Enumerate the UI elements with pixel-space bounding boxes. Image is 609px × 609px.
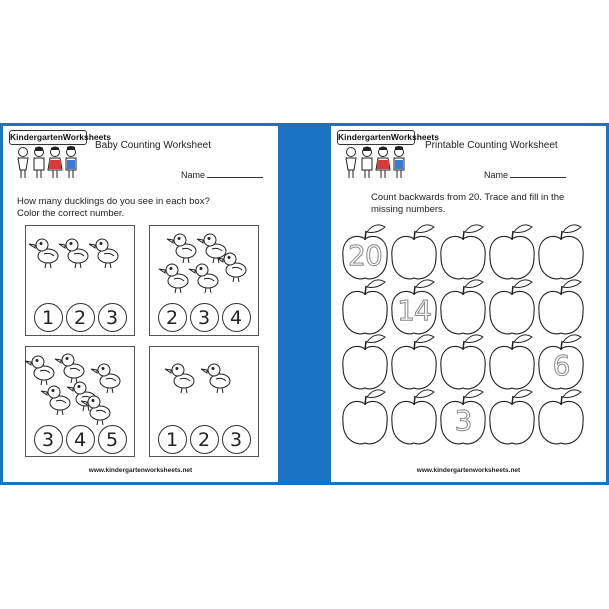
number-choice[interactable]: 3	[98, 303, 127, 332]
number-choices	[26, 303, 134, 332]
ducklings-group	[26, 347, 136, 427]
number-choice[interactable]: 3	[222, 425, 251, 454]
instruction-line-1: Count backwards from 20. Trace and fill in the	[371, 192, 565, 203]
instruction-line-2: missing numbers.	[371, 204, 446, 215]
number-choice[interactable]: 1	[34, 303, 63, 332]
ducklings-group	[150, 347, 260, 427]
apple-icon[interactable]	[441, 225, 485, 279]
name-field[interactable]	[181, 169, 263, 180]
footer-url: www.kindergartenworksheets.net	[88, 467, 193, 474]
apple-icon[interactable]	[343, 390, 387, 444]
number-choice[interactable]: 1	[158, 425, 187, 454]
apple-icon[interactable]	[539, 390, 583, 444]
number-choice[interactable]: 2	[190, 425, 219, 454]
kids-illustration-icon	[15, 145, 81, 181]
traced-number: 3	[454, 404, 472, 437]
duck-box-2	[149, 225, 259, 336]
traced-number: 20	[348, 239, 382, 272]
ducklings-group	[150, 226, 260, 306]
logo-text: KindergartenWorksheets	[9, 130, 87, 145]
number-choice[interactable]: 2	[158, 303, 187, 332]
worksheet-title: Baby Counting Worksheet	[95, 140, 211, 151]
number-choice[interactable]: 5	[98, 425, 127, 454]
duck-box-4	[149, 346, 259, 457]
number-choice[interactable]: 4	[66, 425, 95, 454]
apple-icon[interactable]	[441, 280, 485, 334]
number-choices	[26, 425, 134, 454]
apple-icon[interactable]	[490, 335, 534, 389]
apple-icon[interactable]	[392, 335, 436, 389]
ducklings-group	[26, 226, 136, 306]
instruction-line-1: How many ducklings do you see in each box?	[17, 196, 210, 207]
apple-icon[interactable]	[441, 335, 485, 389]
name-blank[interactable]	[207, 169, 263, 178]
duck-box-1	[25, 225, 135, 336]
duck-box-3	[25, 346, 135, 457]
instruction-line-2: Color the correct number.	[17, 208, 125, 219]
traced-number: 6	[552, 349, 570, 382]
worksheet-title: Printable Counting Worksheet	[425, 140, 558, 151]
number-choices	[150, 303, 258, 332]
name-label: Name	[484, 170, 509, 180]
apple-icon[interactable]	[343, 335, 387, 389]
site-logo	[9, 130, 111, 182]
number-choice[interactable]: 2	[66, 303, 95, 332]
number-choice[interactable]: 4	[222, 303, 251, 332]
name-label: Name	[181, 170, 206, 180]
apple-icon[interactable]	[392, 225, 436, 279]
number-choice[interactable]: 3	[34, 425, 63, 454]
apple-icon[interactable]	[539, 280, 583, 334]
apple-icon[interactable]	[392, 390, 436, 444]
logo-text: KindergartenWorksheets	[337, 130, 415, 145]
apple-icon[interactable]	[490, 225, 534, 279]
footer-url: www.kindergartenworksheets.net	[416, 467, 521, 474]
apple-icon[interactable]	[343, 280, 387, 334]
apple-icon[interactable]	[490, 390, 534, 444]
number-choices	[150, 425, 258, 454]
apple-icon[interactable]	[539, 225, 583, 279]
worksheet-baby-counting	[3, 126, 278, 482]
worksheet-printable-counting	[331, 126, 606, 482]
number-choice[interactable]: 3	[190, 303, 219, 332]
apple-icon[interactable]	[490, 280, 534, 334]
traced-number: 14	[397, 294, 431, 327]
